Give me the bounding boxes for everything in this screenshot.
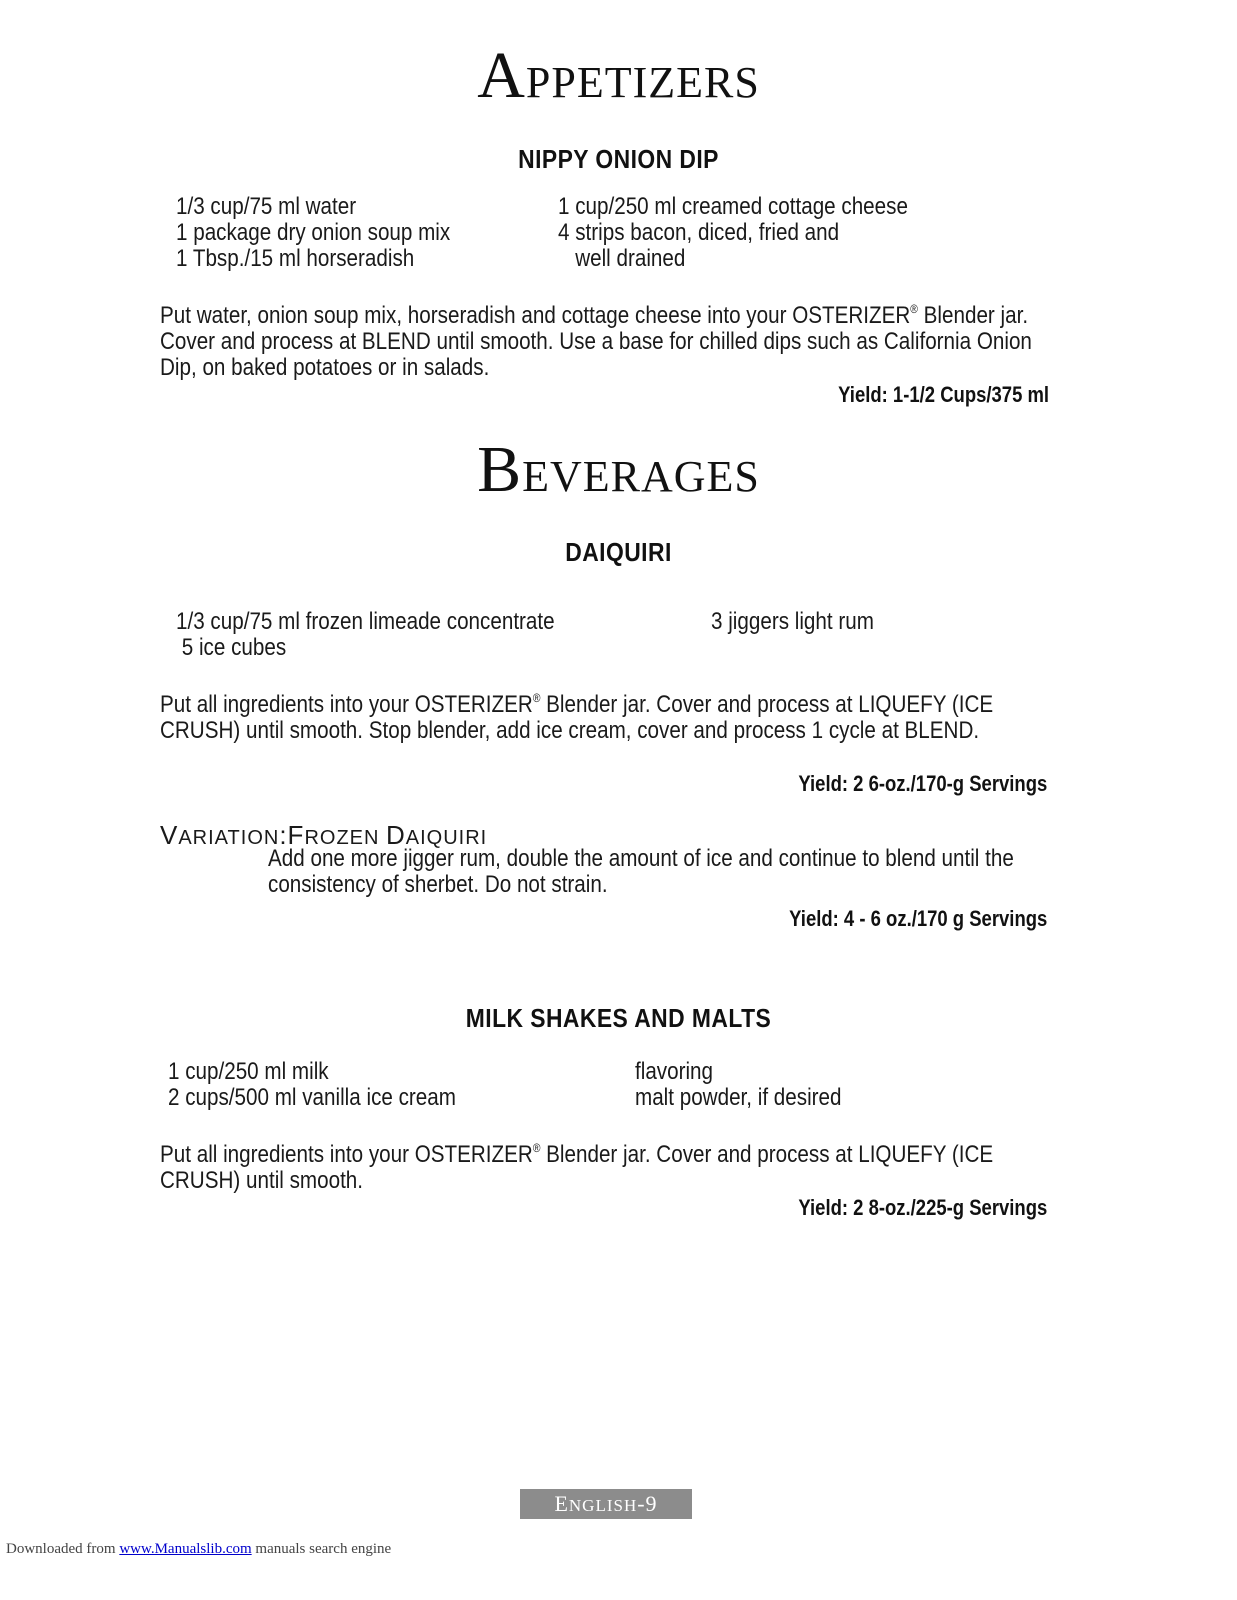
page-number-value: -9 [637,1491,658,1516]
page-number-rest: NGLISH [568,1496,638,1515]
ingredient-line: 1/3 cup/75 ml water [176,193,357,220]
recipe-directions [160,1135,1046,1194]
recipe-yield: Yield: 1-1/2 Cups/375 ml [838,382,1049,407]
recipe-directions [160,685,1046,744]
footer-suffix: manuals search engine [251,1541,392,1557]
download-footer [6,1541,391,1558]
ingredient-list-right [711,609,900,635]
variation-text: Add one more jigger rum, double the amount of ice and continue to blend until the consistency of sherbet. Do not strain. [268,845,1014,898]
recipe-yield: Yield: 2 6-oz./170-g Servings [798,771,1047,796]
ingredient-list-right [635,1059,875,1111]
variation-rest: AIQUIRI [405,827,488,849]
directions-text: Blender jar. Cover and process at BLEND until smooth. Use a base for chilled dips such as California Onion Dip, on baked potatoes or in salads. [160,302,1032,381]
ingredient-line: 3 jiggers light rum [711,608,874,635]
variation-rest: ARIATION [178,827,280,849]
variation-initial: F [287,820,305,850]
ingredient-line: 2 cups/500 ml vanilla ice cream [168,1084,456,1111]
variation-initial: D [386,820,406,850]
ingredient-list-left [168,1059,503,1111]
registered-mark: ® [532,1141,541,1155]
directions-text: Blender jar. Cover and process at LIQUEFY (ICE CRUSH) until smooth. [160,1141,994,1194]
section-title-initial: B [477,433,523,506]
section-title-beverages [0,432,1237,508]
ingredient-list-left [176,194,495,272]
page-number-badge [520,1489,692,1519]
ingredient-line: 1 cup/250 ml milk [168,1058,329,1085]
section-title-appetizers [0,38,1237,114]
registered-mark: ® [910,302,918,316]
registered-mark: ® [532,691,541,705]
footer-prefix: Downloaded from [6,1541,120,1557]
recipe-title-nippy-onion-dip: NIPPY ONION DIP [518,144,719,174]
ingredient-line: 1 Tbsp./15 ml horseradish [176,245,415,272]
directions-text: Put all ingredients into your OSTERIZER [160,1141,533,1168]
variation-initial: V [160,820,179,850]
manualslib-link[interactable]: www.Manualslib.com [119,1541,252,1557]
ingredient-list-right [558,194,965,272]
variation-yield: Yield: 4 - 6 oz./170 g Servings [788,906,1047,931]
ingredient-line: well drained [558,245,686,272]
section-title-rest: PPETIZERS [525,58,760,107]
page-number-initial: E [554,1491,569,1516]
variation-rest: ROZEN [304,827,380,849]
recipe-directions [160,296,1046,381]
ingredient-line: 1/3 cup/75 ml frozen limeade concentrate [176,608,555,635]
directions-text: Put all ingredients into your OSTERIZER [160,691,533,718]
recipe-title-milk-shakes: MILK SHAKES AND MALTS [465,1003,772,1033]
ingredient-list-left [176,609,616,661]
ingredient-line: malt powder, if desired [635,1084,842,1111]
directions-text: Put water, onion soup mix, horseradish and cottage cheese into your OSTERIZER [160,302,911,329]
ingredient-line: 1 package dry onion soup mix [176,219,451,246]
directions-text: Blender jar. Cover and process at LIQUEFY (ICE CRUSH) until smooth. Stop blender, add ice cream, cover and process 1 cycle at BLEND. [160,691,994,744]
recipe-yield: Yield: 2 8-oz./225-g Servings [798,1195,1047,1220]
ingredient-line: flavoring [635,1058,714,1085]
variation-separator: : [279,820,288,850]
section-title-rest: EVERAGES [522,452,760,501]
ingredient-line: 1 cup/250 ml creamed cottage cheese [558,193,908,220]
recipe-title-daiquiri: DAIQUIRI [565,537,672,567]
ingredient-line: 5 ice cubes [176,634,287,661]
section-title-initial: A [477,39,526,112]
ingredient-line: 4 strips bacon, diced, fried and [558,219,840,246]
